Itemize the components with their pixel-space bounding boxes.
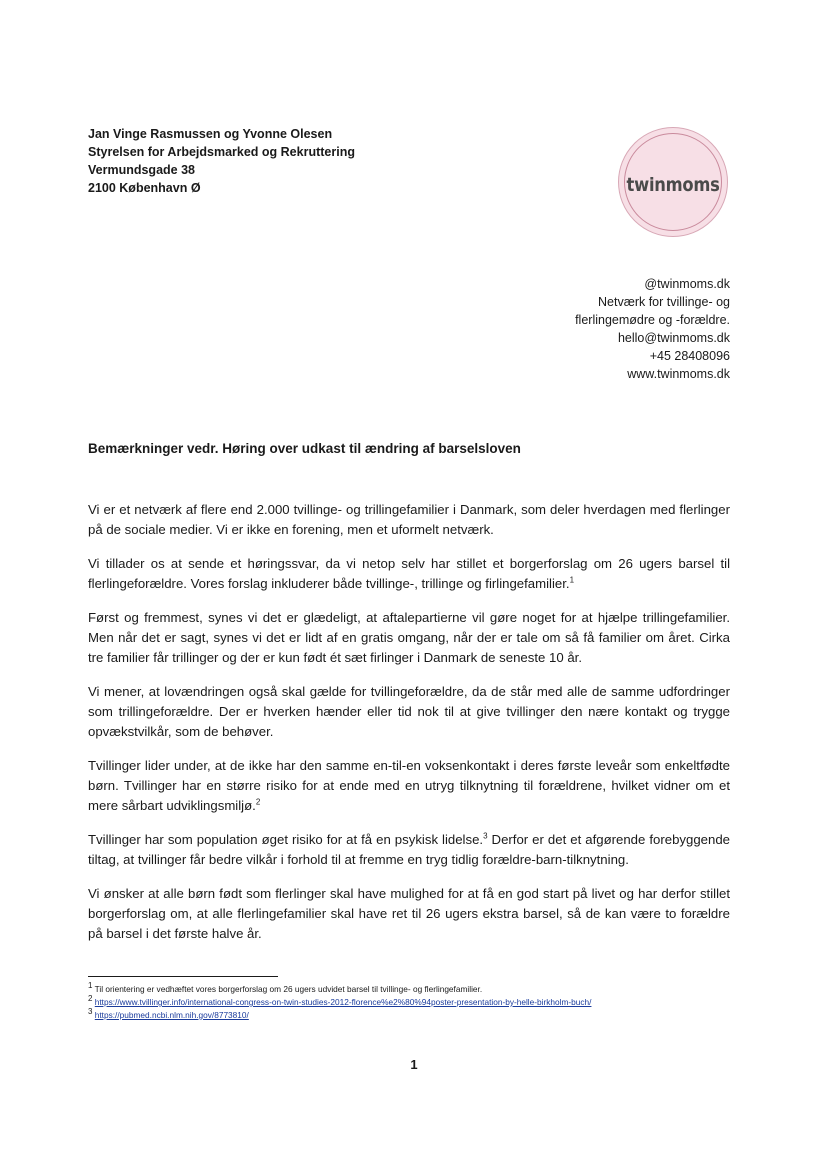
sender-website: www.twinmoms.dk <box>627 367 730 381</box>
recipient-street: Vermundsgade 38 <box>88 163 195 177</box>
sender-handle: @twinmoms.dk <box>644 277 730 291</box>
paragraph-1: Vi er et netværk af flere end 2.000 tvillinge- og trillingefamilier i Danmark, som deler hverdagen med flerlinger på de sociale medier. Vi er ikke en forening, men et uformelt netværk. <box>88 502 730 537</box>
recipient-city: 2100 København Ø <box>88 181 201 195</box>
letter-body <box>88 500 730 958</box>
recipient-address <box>88 125 355 197</box>
page-number: 1 <box>410 1057 418 1072</box>
sender-phone: +45 28408096 <box>649 349 730 363</box>
footnote-ref-2: 2 <box>255 797 261 807</box>
footnote-ref-1: 1 <box>569 575 575 585</box>
twinmoms-logo <box>618 127 728 237</box>
footnote-3-link[interactable]: https://pubmed.ncbi.nlm.nih.gov/8773810/ <box>94 1010 249 1020</box>
paragraph-5: Tvillinger lider under, at de ikke har den samme en-til-en voksenkontakt i deres første leveår som enkeltfødte børn. Tvillinger har en større risiko for at ende med en utryg tilknytning til forældrene, hvilket vidner om et mere sårbart udviklingsmiljø.$^2$ <box>88 758 730 813</box>
paragraph-6: Tvillinger har som population øget risiko for at få en psykisk lidelse.$^3$ Derfor er det et afgørende forebyggende tiltag, at tvillinger får bedre vilkår i forhold til at fremme en tryg tidlig forældre-barn-tilknytning. <box>88 831 731 867</box>
sender-contact-block <box>575 275 730 383</box>
paragraph-3: Først og fremmest, synes vi det er glædeligt, at aftalepartierne vil gøre noget for at hjælpe trillingefamilier. Men når det er sagt, synes vi det er lidt af en gratis omgang, når der er tale om så få familier om året. Cirka tre familier får trillinger og der er kun født ét sæt firlinger i Danmark de seneste 10 år. <box>88 610 730 665</box>
paragraph-4: Vi mener, at lovændringen også skal gælde for tvillingeforældre, da de står med alle de samme udfordringer som trillingeforældre. Der er hverken hænder eller tid nok til at give tvillinger den nære kontakt og trygge opvækstvilkår, som de behøver. <box>88 684 730 739</box>
footnote-ref-3: 3 <box>483 831 488 841</box>
footnotes <box>88 983 591 1022</box>
sender-email: hello@twinmoms.dk <box>617 331 730 345</box>
logo-text: twinmoms <box>626 174 720 196</box>
footnote-2: $^2$ https://www.tvillinger.info/international-congress-on-twin-studies-2012-florence%e2%80%94poster-presentation-by-helle-birkholm-buch/ <box>88 994 592 1007</box>
footnote-2-link[interactable]: https://www.tvillinger.info/international-congress-on-twin-studies-2012-florence%e2%80%94poster-presentation-by-helle-birkholm-buch/ <box>94 997 592 1007</box>
footnote-1: $^1$ Til orientering er vedhæftet vores borgerforslag om 26 ugers udvidet barsel til tvillinge- og flerlingefamilier. <box>88 981 483 994</box>
letter-subject: Bemærkninger vedr. Høring over udkast til ændring af barselsloven <box>88 441 521 456</box>
paragraph-7: Vi ønsker at alle børn født som flerlinger skal have mulighed for at få en god start på livet og har derfor stillet borgerforslag om, at alle flerlingefamilier skal have ret til 26 ugers ekstra barsel, så de kan være to forældre på barsel i det første halve år. <box>88 886 730 941</box>
recipient-agency: Styrelsen for Arbejdsmarked og Rekruttering <box>88 145 355 159</box>
paragraph-2: Vi tillader os at sende et høringssvar, da vi netop selv har stillet et borgerforslag om 26 ugers barsel til flerlingeforældre. Vores forslag inkluderer både tvillinge-, trillinge og firlingefamilier.$^1$ <box>88 556 730 591</box>
recipient-names: Jan Vinge Rasmussen og Yvonne Olesen <box>88 127 333 141</box>
footnote-3: $^3$ https://pubmed.ncbi.nlm.nih.gov/8773810/ <box>88 1007 249 1020</box>
footnote-divider <box>88 976 278 977</box>
sender-org-line2: flerlingemødre og -forældre. <box>575 313 730 327</box>
sender-org-line1: Netværk for tvillinge- og <box>598 295 730 309</box>
